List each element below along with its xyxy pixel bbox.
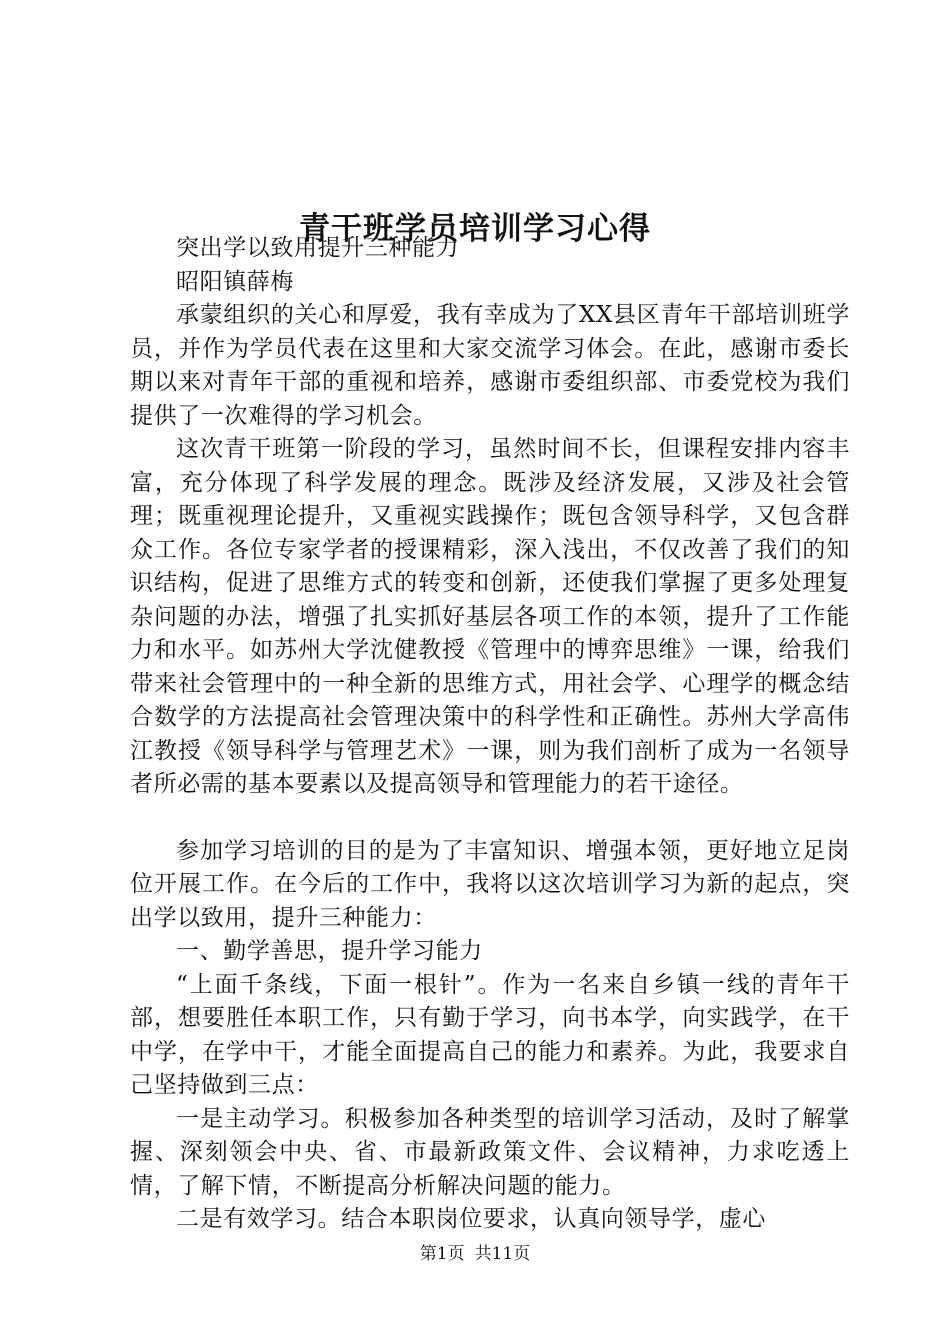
paragraph: 参加学习培训的目的是为了丰富知识、增强本领，更好地立足岗位开展工作。在今后的工作中，我将以这次培训学习为新的起点，突出学以致用，提升三种能力： — [130, 837, 850, 931]
page-total: 共11页 — [474, 1244, 531, 1264]
page-footer — [0, 1240, 950, 1268]
section-heading: 一、勤学善思，提升学习能力 — [176, 938, 483, 964]
paragraph: “上面千条线，下面一根针”。作为一名来自乡镇一线的青年干部，想要胜任本职工作，只有勤于学习，向书本学，向实践学，在干中学，在学中干，才能全面提高自己的能力和素养。为此，我要求自己坚持做到三点： — [130, 971, 850, 1098]
author-line: 昭阳镇薛梅 — [176, 268, 294, 295]
paragraph: 承蒙组织的关心和厚爱，我有幸成为了XX县区青年干部培训班学员，并作为学员代表在这里和大家交流学习体会。在此，感谢市委长期以来对青年干部的重视和培养，感谢市委组织部、市委党校为我们提供了一次难得的学习机会。 — [130, 302, 850, 429]
paragraph: 一是主动学习。积极参加各种类型的培训学习活动，及时了解掌握、深刻领会中央、省、市最新政策文件、会议精神，力求吃透上情，了解下情，不断提高分析解决问题的能力。 — [130, 1105, 850, 1199]
document-body — [130, 232, 850, 1237]
subtitle: 突出学以致用提升三种能力 — [176, 235, 460, 261]
paragraph: 这次青干班第一阶段的学习，虽然时间不长，但课程安排内容丰富，充分体现了科学发展的理念。既涉及经济发展，又涉及社会管理；既重视理论提升，又重视实践操作；既包含领导科学，又包含群众工作。各位专家学者的授课精彩，深入浅出，不仅改善了我们的知识结构，促进了思维方式的转变和创新，还使我们掌握了更多处理复杂问题的办法，增强了扎实抓好基层各项工作的本领，提升了工作能力和水平。如苏州大学沈健教授《管理中的博弈思维》一课，给我们带来社会管理中的一种全新的思维方式，用社会学、心理学的概念结合数学的方法提高社会管理决策中的科学性和正确性。苏州大学高伟江教授《领导科学与管理艺术》一课，则为我们剖析了成为一名领导者所必需的基本要素以及提高领导和管理能力的若干途径。 — [130, 436, 850, 797]
paragraph: 二是有效学习。结合本职岗位要求，认真向领导学，虚心 — [176, 1206, 766, 1232]
document-title: 青干班学员培训学习心得 — [299, 210, 651, 247]
page-number: 第1页 — [419, 1244, 465, 1264]
